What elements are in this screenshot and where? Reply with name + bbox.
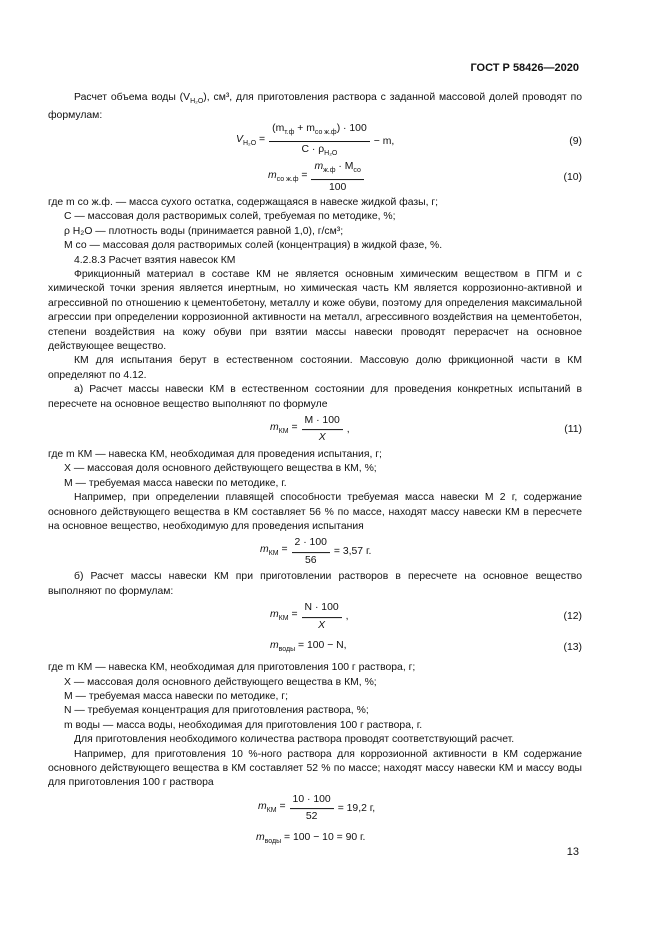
equation-10: $m_{со ж.ф}$ = $\frac{m_{ж.ф} \cdot M_{со}}{100}$ (10): [268, 160, 582, 194]
definition-line: С — массовая доля растворимых солей, требуемая по методике, %;: [64, 211, 396, 223]
paragraph-item-b: б) Расчет массы навески КМ при приготовлении растворов в пересчете на основное вещество выполняют по формулам:: [48, 571, 582, 597]
definition-line: M — требуемая масса навески по методике, г;: [64, 691, 288, 703]
definition-line: N — требуемая концентрация для приготовления раствора, %;: [64, 705, 369, 717]
page-number: 13: [566, 846, 579, 858]
paragraph-example-2: Например, для приготовления 10 %-ного раствора для коррозионной активности в КМ содержание основного действующего вещества в КМ составляет 52 % по массе; находят массу навески КМ и массу воды для приготовления 100 г раствора: [48, 748, 582, 789]
paragraph-preparation: Для приготовления необходимого количества раствора проводят соответствующий расчет.: [74, 734, 515, 746]
definition-line: M — требуемая масса навески по методике, г.: [64, 477, 287, 489]
example-calc-2: $m_{КМ}$ = $\frac{10 \cdot 100}{52}$ = 19,2 г,: [258, 793, 376, 823]
equation-11: $m_{КМ}$ = $\frac{M \cdot 100}{X}$ , (11): [270, 415, 582, 444]
equation-12: $m_{КМ}$ = $\frac{N \cdot 100}{X}$ , (12): [270, 602, 582, 631]
paragraph-item-a: а) Расчет массы навески КМ в естественном состоянии для проведения конкретных испытаний в пересчете на основное вещество выполняют по формуле: [48, 384, 582, 410]
definition-line: X — массовая доля основного действующего вещества в КМ, %;: [64, 463, 377, 475]
definition-line: ρ H₂O — плотность воды (принимается равной 1,0), г/см³;: [64, 225, 344, 237]
paragraph-example-1: Например, при определении плавящей способности требуемая масса навески M 2 г, содержание основного действующего вещества в КМ составляет 56 % по массе, находят массу навески КМ в пересчете на основное вещество, необходимую для проведения испытания: [48, 492, 582, 533]
section-heading: 4.2.8.3 Расчет взятия навесок КМ: [74, 254, 236, 266]
paragraph-km-state: КМ для испытания берут в естественном состоянии. Массовую долю фрикционной части в КМ определяют по 4.12.: [48, 355, 582, 381]
example-calc-3: $m_{воды} = 100 - 10 = 90$ г.: [256, 831, 366, 845]
equation-9: $V_{H_2O}$ = $\frac{(m_{т.ф} + m_{со ж.ф}) \cdot 100}{С \cdot \rho_{H_2O}}$ − m, (9): [236, 122, 582, 158]
definition-line: где m КМ — навеска КМ, необходимая для проведения испытания, г;: [48, 448, 382, 460]
equation-13: $m_{воды} = 100 - N$, (13): [270, 639, 582, 654]
example-calc-1: $m_{КМ}$ = $\frac{2 \cdot 100}{56}$ = 3,57 г.: [260, 537, 372, 566]
standard-header: ГОСТ Р 58426—2020: [470, 62, 579, 74]
definition-line: где m КМ — навеска КМ, необходимая для приготовления 100 г раствора, г;: [48, 662, 416, 674]
definition-line: m воды — масса воды, необходимая для приготовления 100 г раствора, г.: [64, 719, 423, 731]
definition-line: где m со ж.ф. — масса сухого остатка, содержащаяся в навеске жидкой фазы, г;: [48, 196, 439, 208]
page-content: [48, 91, 582, 853]
paragraph-friction: Фрикционный материал в составе КМ не является основным химическим веществом в ПГМ и с химической точки зрения является инертным, но химическая часть КМ является коррозионно-активной и агрессивной по отношению к цементобетону, металлу и коже обуви, поэтому для определения максимальной агрессии при определении коррозионной активности на металл, агрессивного воздействия на цементобетон, степени воздействия на кожу обуви при взятии массы навески проводят перерасчет на основное действующее вещество.: [48, 268, 582, 352]
paragraph-volume-intro: Расчет объема воды $(V_{H_2O})$, см³, для приготовления раствора с заданной массовой долей проводят по формулам:: [48, 92, 582, 122]
definition-line: X — массовая доля основного действующего вещества в КМ, %;: [64, 676, 377, 688]
definition-line: M со — массовая доля растворимых солей (концентрация) в жидкой фазе, %.: [64, 240, 443, 252]
